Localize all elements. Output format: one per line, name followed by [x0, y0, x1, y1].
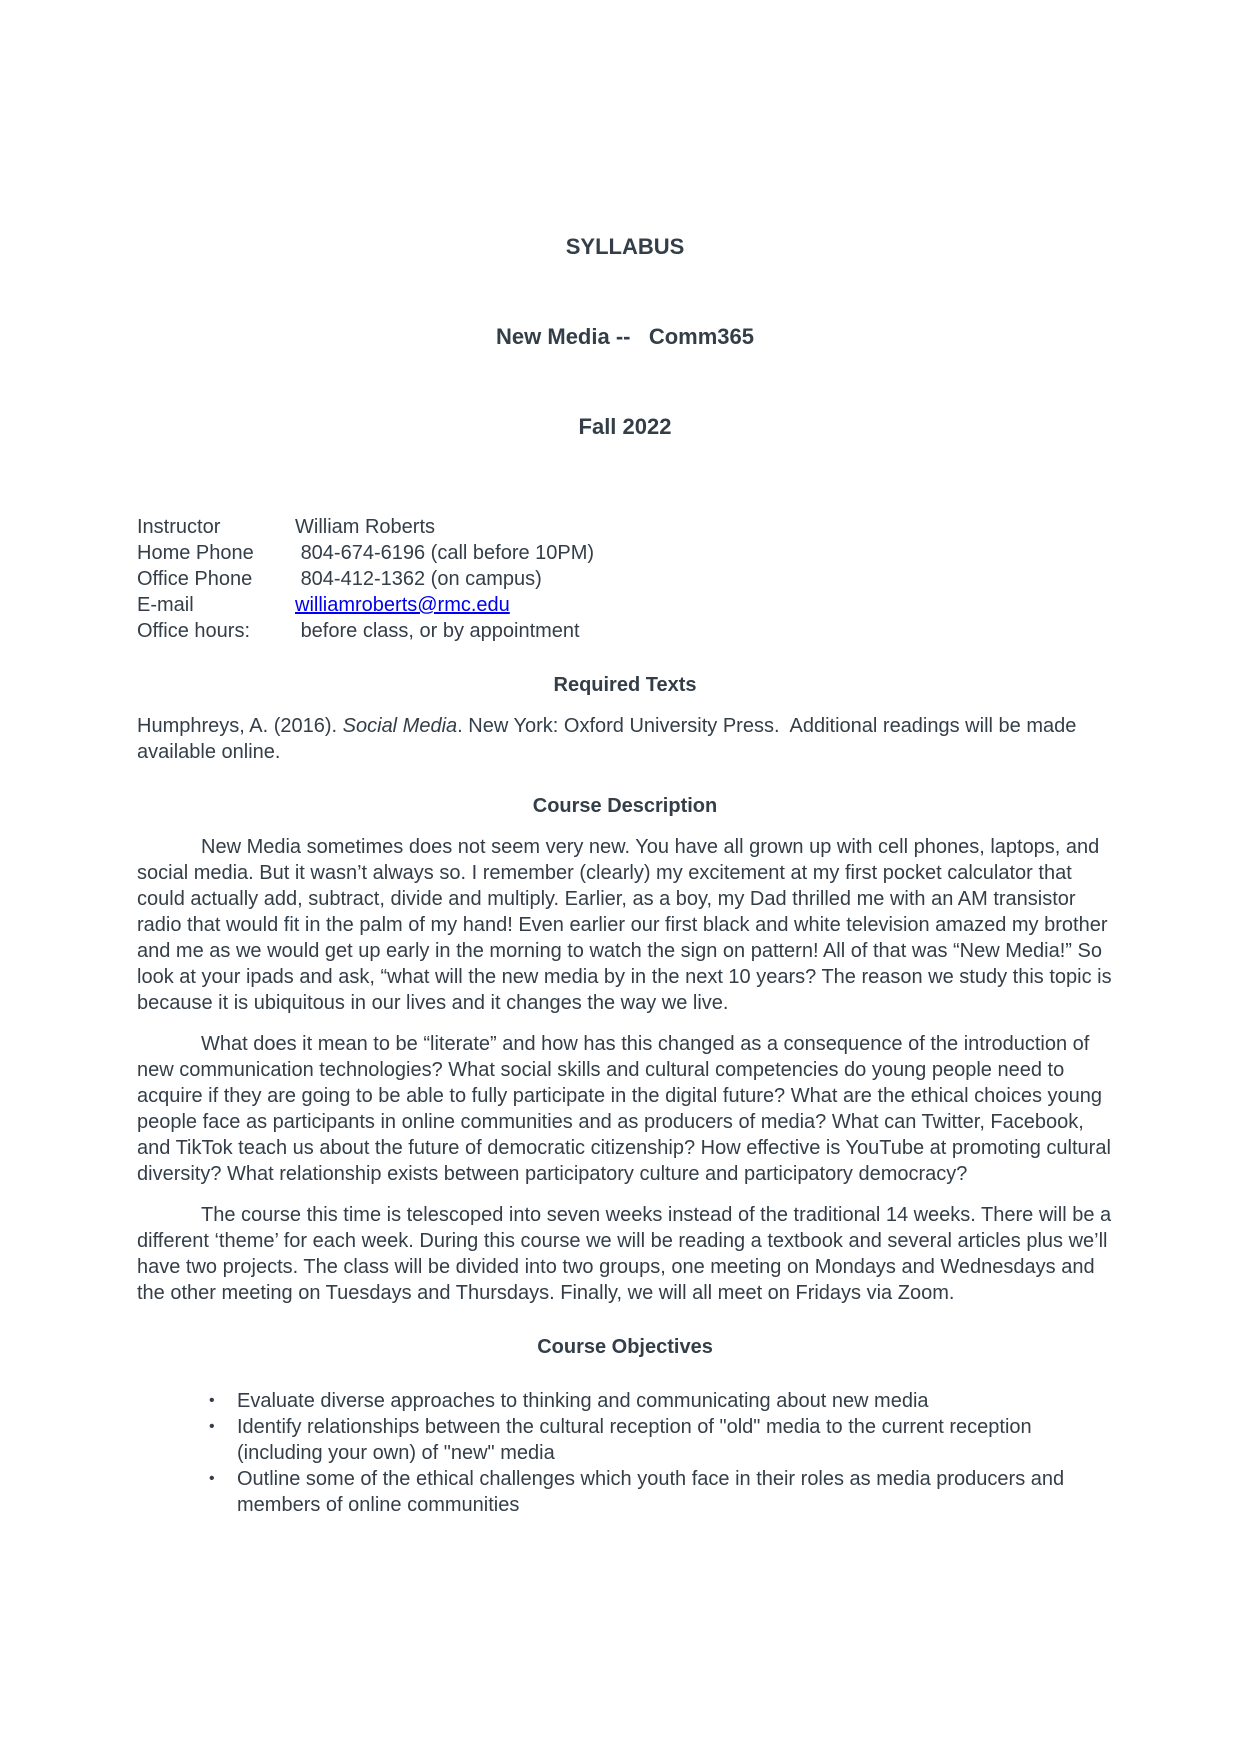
course-objectives-list [205, 1388, 1113, 1518]
citation-post: . New York: Oxford University Press. Additional readings will be made available online. [137, 715, 1082, 763]
office-phone-label: Office Phone [137, 568, 253, 590]
email-link[interactable]: williamroberts@rmc.edu [295, 594, 510, 616]
bullet-icon: • [209, 1470, 215, 1487]
objective-item-1 [205, 1388, 1113, 1414]
course-description-paragraph-1: New Media sometimes does not seem very new. You have all grown up with cell phones, laptops, and social media. But it wasn’t always so. I remember (clearly) my excitement at my first pocket calculator that could actually add, subtract, divide and multiply. Earlier, as a boy, my Dad thrilled me with an AM transistor radio that would fit in the palm of my hand! Even earlier our first black and white television amazed my brother and me as we would get up early in the morning to watch the sign on pattern! All of that was “New Media!” So look at your ipads and ask, “what will the new media by in the next 10 years? The reason we study this topic is because it is ubiquitous in our lives and it changes the way we live. [137, 836, 1118, 1014]
info-row-office-hours [137, 618, 1113, 644]
citation-pre: Humphreys, A. (2016). [137, 715, 343, 737]
office-phone-value: 804-412-1362 (on campus) [295, 568, 542, 590]
title-line-course: New Media -- Comm365 [496, 324, 754, 349]
course-description-heading: Course Description [532, 795, 718, 817]
office-hours-value: before class, or by appointment [295, 620, 580, 642]
info-row-home-phone [137, 540, 1113, 566]
info-row-office-phone [137, 566, 1113, 592]
office-hours-label: Office hours: [137, 620, 251, 642]
objective-text-2: Identify relationships between the cultural reception of "old" media to the current reception (including your own) of "new" media [237, 1416, 1038, 1464]
course-description-paragraph-3: The course this time is telescoped into seven weeks instead of the traditional 14 weeks. There will be a different ‘theme’ for each week. During this course we will be reading a textbook and several articles plus we’ll have two projects. The class will be divided into two groups, one meeting on Mondays and Wednesdays and the other meeting on Tuesdays and Thursdays. Finally, we will all meet on Fridays via Zoom. [137, 1204, 1117, 1304]
course-objectives-heading: Course Objectives [537, 1336, 713, 1358]
objective-text-1: Evaluate diverse approaches to thinking and communicating about new media [237, 1390, 929, 1412]
citation-book-title: Social Media [342, 715, 458, 737]
bullet-icon: • [209, 1418, 215, 1435]
bullet-icon: • [209, 1392, 215, 1409]
objective-item-2 [205, 1414, 1113, 1466]
objective-text-3: Outline some of the ethical challenges which youth face in their roles as media producers and members of online communities [237, 1468, 1070, 1516]
email-label: E-mail [137, 594, 194, 616]
home-phone-label: Home Phone [137, 542, 254, 564]
home-phone-value: 804-674-6196 (call before 10PM) [295, 542, 595, 564]
required-texts-citation [137, 713, 1113, 765]
required-texts-heading: Required Texts [553, 674, 697, 696]
document-title [137, 172, 1113, 502]
course-description-paragraph-2: What does it mean to be “literate” and how has this changed as a consequence of the introduction of new communication technologies? What social skills and cultural competencies do young people need to acquire if they are going to be able to fully participate in the digital future? What are the ethical choices young people face as participants in online communities and as producers of media? What can Twitter, Facebook, and TikTok teach us about the future of democratic citizenship? How effective is YouTube at promoting cultural diversity? What relationship exists between participatory culture and participatory democracy? [137, 1033, 1117, 1185]
info-row-instructor [137, 514, 1113, 540]
email-value [295, 592, 510, 618]
objective-item-3 [205, 1466, 1113, 1518]
instructor-label: Instructor [137, 516, 221, 538]
instructor-info-block [137, 514, 1113, 644]
info-row-email [137, 592, 1113, 618]
title-line-syllabus: SYLLABUS [565, 234, 685, 259]
title-line-term: Fall 2022 [578, 414, 672, 439]
instructor-value: William Roberts [295, 516, 436, 538]
